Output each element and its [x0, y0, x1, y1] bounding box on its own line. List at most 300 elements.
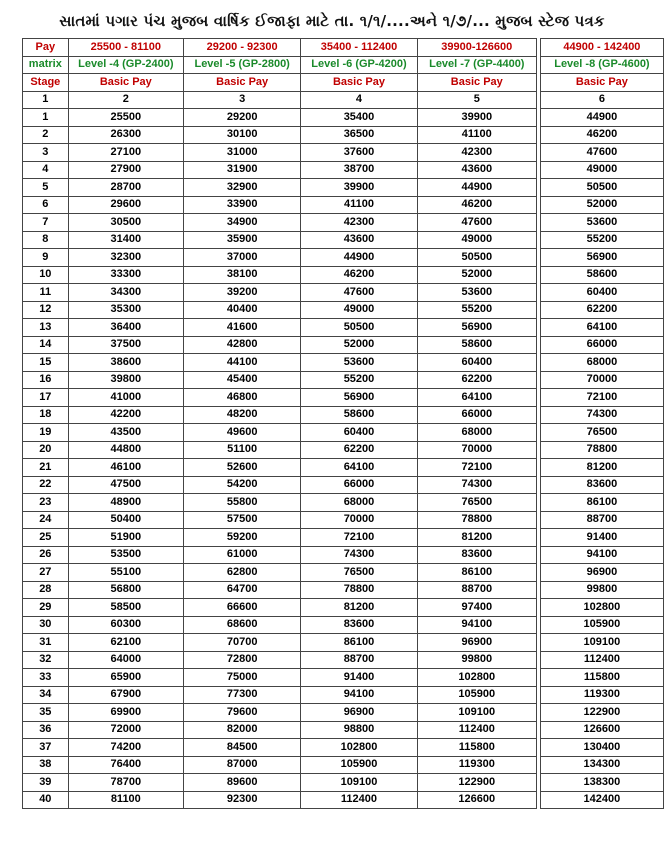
basic-pay-cell: 98800 — [301, 721, 417, 739]
basic-pay-cell: 47500 — [68, 476, 183, 494]
basic-pay-cell: 87000 — [184, 756, 301, 774]
basic-pay-cell: 94100 — [540, 546, 663, 564]
basic-pay-cell: 105900 — [540, 616, 663, 634]
basic-pay-cell: 48900 — [68, 494, 183, 512]
basic-pay-cell: 55800 — [184, 494, 301, 512]
basic-pay-cell: 102800 — [301, 739, 417, 757]
basic-pay-cell: 46200 — [540, 126, 663, 144]
level-cell: Level -8 (GP-4600) — [540, 56, 663, 74]
basic-pay-cell: 39900 — [417, 109, 536, 127]
stage-number-cell: 30 — [23, 616, 69, 634]
table-row — [23, 389, 664, 407]
basic-pay-cell: 38700 — [301, 161, 417, 179]
basic-pay-cell: 61000 — [184, 546, 301, 564]
basic-pay-cell: 97400 — [417, 599, 536, 617]
basic-pay-cell: 55200 — [301, 371, 417, 389]
basic-pay-cell: 49000 — [301, 301, 417, 319]
pay-range-cell: 44900 - 142400 — [540, 39, 663, 57]
stage-number-cell: 27 — [23, 564, 69, 582]
basic-pay-cell: 29200 — [184, 109, 301, 127]
basic-pay-cell: 88700 — [301, 651, 417, 669]
basic-pay-cell: 81200 — [301, 599, 417, 617]
stage-table — [22, 38, 664, 809]
table-row — [23, 214, 664, 232]
table-row — [23, 441, 664, 459]
stage-number-cell: 11 — [23, 284, 69, 302]
matrix-label: matrix — [23, 56, 69, 74]
stage-number-cell: 12 — [23, 301, 69, 319]
stage-number-cell: 23 — [23, 494, 69, 512]
stage-number-cell: 1 — [23, 109, 69, 127]
basic-pay-cell: 35300 — [68, 301, 183, 319]
basic-pay-cell: 99800 — [540, 581, 663, 599]
basic-pay-cell: 26300 — [68, 126, 183, 144]
basic-pay-cell: 91400 — [540, 529, 663, 547]
basic-pay-cell: 50400 — [68, 511, 183, 529]
stage-number-cell: 5 — [23, 179, 69, 197]
basic-pay-cell: 27900 — [68, 161, 183, 179]
basic-pay-cell: 50500 — [540, 179, 663, 197]
basic-pay-cell: 64700 — [184, 581, 301, 599]
basic-pay-cell: 102800 — [540, 599, 663, 617]
basic-pay-cell: 72800 — [184, 651, 301, 669]
pay-range-cell: 39900-126600 — [417, 39, 536, 57]
table-row — [23, 406, 664, 424]
table-row — [23, 791, 664, 809]
basic-pay-cell: 105900 — [417, 686, 536, 704]
basic-pay-cell: 109100 — [540, 634, 663, 652]
basic-pay-cell: 68000 — [417, 424, 536, 442]
table-row — [23, 564, 664, 582]
stage-number-cell: 35 — [23, 704, 69, 722]
stage-number-cell: 40 — [23, 791, 69, 809]
basic-pay-cell: 78800 — [301, 581, 417, 599]
basic-pay-cell: 62200 — [301, 441, 417, 459]
basic-pay-cell: 50500 — [301, 319, 417, 337]
basic-pay-cell: 53500 — [68, 546, 183, 564]
stage-number-cell: 24 — [23, 511, 69, 529]
stage-number-cell: 33 — [23, 669, 69, 687]
basic-pay-cell: 30500 — [68, 214, 183, 232]
table-row — [23, 634, 664, 652]
table-row — [23, 669, 664, 687]
stage-number-cell: 17 — [23, 389, 69, 407]
basic-pay-cell: 31000 — [184, 144, 301, 162]
column-number: 1 — [23, 91, 69, 109]
stage-number-cell: 3 — [23, 144, 69, 162]
basic-pay-cell: 36400 — [68, 319, 183, 337]
table-row — [23, 284, 664, 302]
basic-pay-cell: 102800 — [417, 669, 536, 687]
table-row — [23, 599, 664, 617]
basic-pay-cell: 44100 — [184, 354, 301, 372]
basic-pay-cell: 56900 — [417, 319, 536, 337]
basic-pay-cell: 39900 — [301, 179, 417, 197]
pay-range-row — [23, 39, 664, 57]
basic-pay-cell: 64100 — [540, 319, 663, 337]
level-cell: Level -7 (GP-4400) — [417, 56, 536, 74]
basic-pay-cell: 56900 — [301, 389, 417, 407]
stage-number-cell: 20 — [23, 441, 69, 459]
basic-pay-cell: 60400 — [540, 284, 663, 302]
basic-pay-heading: Basic Pay — [540, 74, 663, 92]
basic-pay-cell: 86100 — [417, 564, 536, 582]
basic-pay-cell: 46200 — [301, 266, 417, 284]
basic-pay-cell: 70000 — [301, 511, 417, 529]
basic-pay-cell: 109100 — [417, 704, 536, 722]
basic-pay-cell: 89600 — [184, 774, 301, 792]
column-number: 5 — [417, 91, 536, 109]
basic-pay-cell: 33900 — [184, 196, 301, 214]
basic-pay-cell: 52000 — [417, 266, 536, 284]
basic-pay-cell: 31900 — [184, 161, 301, 179]
basic-pay-cell: 39200 — [184, 284, 301, 302]
basic-pay-cell: 64100 — [301, 459, 417, 477]
basic-pay-cell: 64100 — [417, 389, 536, 407]
basic-pay-cell: 81100 — [68, 791, 183, 809]
level-cell: Level -6 (GP-4200) — [301, 56, 417, 74]
basic-pay-cell: 62100 — [68, 634, 183, 652]
basic-pay-cell: 126600 — [417, 791, 536, 809]
basic-pay-cell: 115800 — [540, 669, 663, 687]
basic-pay-cell: 99800 — [417, 651, 536, 669]
basic-pay-cell: 52600 — [184, 459, 301, 477]
pay-range-cell: 25500 - 81100 — [68, 39, 183, 57]
stage-number-cell: 39 — [23, 774, 69, 792]
basic-pay-cell: 86100 — [540, 494, 663, 512]
basic-pay-cell: 47600 — [540, 144, 663, 162]
stage-number-cell: 28 — [23, 581, 69, 599]
basic-pay-cell: 32900 — [184, 179, 301, 197]
level-cell: Level -5 (GP-2800) — [184, 56, 301, 74]
table-row — [23, 774, 664, 792]
basic-pay-cell: 53600 — [417, 284, 536, 302]
table-row — [23, 126, 664, 144]
table-row — [23, 546, 664, 564]
basic-pay-cell: 29600 — [68, 196, 183, 214]
table-row — [23, 581, 664, 599]
basic-pay-cell: 59200 — [184, 529, 301, 547]
table-row — [23, 739, 664, 757]
basic-pay-cell: 49000 — [417, 231, 536, 249]
basic-pay-cell: 96900 — [417, 634, 536, 652]
basic-pay-cell: 62200 — [417, 371, 536, 389]
basic-pay-cell: 66000 — [417, 406, 536, 424]
stage-number-cell: 37 — [23, 739, 69, 757]
column-number: 6 — [540, 91, 663, 109]
basic-pay-cell: 52000 — [301, 336, 417, 354]
basic-pay-cell: 66000 — [540, 336, 663, 354]
stage-number-cell: 25 — [23, 529, 69, 547]
basic-pay-cell: 35400 — [301, 109, 417, 127]
basic-pay-cell: 47600 — [417, 214, 536, 232]
basic-pay-cell: 35900 — [184, 231, 301, 249]
basic-pay-cell: 41000 — [68, 389, 183, 407]
basic-pay-cell: 74200 — [68, 739, 183, 757]
basic-pay-cell: 134300 — [540, 756, 663, 774]
basic-pay-cell: 72100 — [417, 459, 536, 477]
basic-pay-cell: 58600 — [417, 336, 536, 354]
basic-pay-cell: 44900 — [417, 179, 536, 197]
basic-pay-cell: 52000 — [540, 196, 663, 214]
basic-pay-cell: 74300 — [540, 406, 663, 424]
basic-pay-cell: 75000 — [184, 669, 301, 687]
basic-pay-cell: 50500 — [417, 249, 536, 267]
column-number: 4 — [301, 91, 417, 109]
basic-pay-heading: Basic Pay — [301, 74, 417, 92]
basic-pay-cell: 72100 — [540, 389, 663, 407]
basic-pay-cell: 122900 — [540, 704, 663, 722]
stage-number-cell: 8 — [23, 231, 69, 249]
table-row — [23, 231, 664, 249]
stage-number-cell: 16 — [23, 371, 69, 389]
basic-pay-cell: 58500 — [68, 599, 183, 617]
basic-pay-cell: 43600 — [417, 161, 536, 179]
basic-pay-cell: 64000 — [68, 651, 183, 669]
column-number-row — [23, 91, 664, 109]
basic-pay-cell: 37500 — [68, 336, 183, 354]
stage-number-cell: 26 — [23, 546, 69, 564]
basic-pay-cell: 62200 — [540, 301, 663, 319]
basic-pay-cell: 76500 — [540, 424, 663, 442]
basic-pay-cell: 112400 — [540, 651, 663, 669]
table-row — [23, 494, 664, 512]
basic-pay-cell: 37000 — [184, 249, 301, 267]
table-row — [23, 249, 664, 267]
basic-pay-cell: 48200 — [184, 406, 301, 424]
table-row — [23, 161, 664, 179]
basic-pay-cell: 94100 — [301, 686, 417, 704]
basic-pay-cell: 41100 — [301, 196, 417, 214]
basic-pay-cell: 83600 — [301, 616, 417, 634]
basic-pay-cell: 78700 — [68, 774, 183, 792]
pay-label: Pay — [23, 39, 69, 57]
stage-number-cell: 21 — [23, 459, 69, 477]
basic-pay-cell: 41100 — [417, 126, 536, 144]
level-cell: Level -4 (GP-2400) — [68, 56, 183, 74]
basic-pay-cell: 88700 — [540, 511, 663, 529]
basic-pay-cell: 34900 — [184, 214, 301, 232]
basic-pay-cell: 45400 — [184, 371, 301, 389]
stage-number-cell: 18 — [23, 406, 69, 424]
basic-pay-cell: 56800 — [68, 581, 183, 599]
basic-pay-cell: 86100 — [301, 634, 417, 652]
basic-pay-cell: 41600 — [184, 319, 301, 337]
basic-pay-heading: Basic Pay — [184, 74, 301, 92]
table-row — [23, 371, 664, 389]
basic-pay-cell: 57500 — [184, 511, 301, 529]
basic-pay-cell: 60400 — [301, 424, 417, 442]
table-row — [23, 144, 664, 162]
basic-pay-cell: 67900 — [68, 686, 183, 704]
basic-pay-cell: 44900 — [540, 109, 663, 127]
basic-pay-cell: 46100 — [68, 459, 183, 477]
basic-pay-cell: 76500 — [301, 564, 417, 582]
basic-pay-cell: 70000 — [417, 441, 536, 459]
basic-pay-cell: 70000 — [540, 371, 663, 389]
stage-number-cell: 14 — [23, 336, 69, 354]
basic-pay-cell: 66600 — [184, 599, 301, 617]
stage-number-cell: 36 — [23, 721, 69, 739]
basic-pay-cell: 42300 — [417, 144, 536, 162]
basic-pay-cell: 112400 — [301, 791, 417, 809]
table-row — [23, 511, 664, 529]
table-row — [23, 319, 664, 337]
basic-pay-cell: 119300 — [417, 756, 536, 774]
basic-pay-heading: Basic Pay — [417, 74, 536, 92]
basic-pay-cell: 39800 — [68, 371, 183, 389]
basic-pay-cell: 42800 — [184, 336, 301, 354]
table-row — [23, 354, 664, 372]
pay-range-cell: 29200 - 92300 — [184, 39, 301, 57]
basic-pay-cell: 51900 — [68, 529, 183, 547]
basic-pay-cell: 81200 — [417, 529, 536, 547]
stage-number-cell: 31 — [23, 634, 69, 652]
stage-number-cell: 6 — [23, 196, 69, 214]
stage-number-cell: 38 — [23, 756, 69, 774]
stage-number-cell: 4 — [23, 161, 69, 179]
basic-pay-cell: 78800 — [540, 441, 663, 459]
basic-pay-cell: 70700 — [184, 634, 301, 652]
basic-pay-cell: 60400 — [417, 354, 536, 372]
table-row — [23, 109, 664, 127]
basic-pay-cell: 60300 — [68, 616, 183, 634]
table-row — [23, 756, 664, 774]
basic-pay-cell: 74300 — [301, 546, 417, 564]
basic-pay-cell: 96900 — [301, 704, 417, 722]
basic-pay-cell: 43600 — [301, 231, 417, 249]
stage-number-cell: 22 — [23, 476, 69, 494]
basic-pay-cell: 76400 — [68, 756, 183, 774]
basic-pay-cell: 31400 — [68, 231, 183, 249]
table-row — [23, 686, 664, 704]
basic-pay-cell: 55200 — [540, 231, 663, 249]
basic-pay-cell: 68600 — [184, 616, 301, 634]
basic-pay-cell: 109100 — [301, 774, 417, 792]
matrix-row — [23, 56, 664, 74]
basic-pay-cell: 42300 — [301, 214, 417, 232]
table-row — [23, 196, 664, 214]
table-row — [23, 704, 664, 722]
basic-pay-cell: 30100 — [184, 126, 301, 144]
basic-pay-cell: 130400 — [540, 739, 663, 757]
basic-pay-cell: 49000 — [540, 161, 663, 179]
column-number: 2 — [68, 91, 183, 109]
stage-number-cell: 10 — [23, 266, 69, 284]
pay-range-cell: 35400 - 112400 — [301, 39, 417, 57]
table-row — [23, 651, 664, 669]
table-row — [23, 179, 664, 197]
table-row — [23, 616, 664, 634]
column-number: 3 — [184, 91, 301, 109]
basic-pay-cell: 68000 — [301, 494, 417, 512]
basic-pay-cell: 27100 — [68, 144, 183, 162]
basic-pay-cell: 51100 — [184, 441, 301, 459]
stage-number-cell: 19 — [23, 424, 69, 442]
stage-number-cell: 9 — [23, 249, 69, 267]
basic-pay-cell: 58600 — [540, 266, 663, 284]
stage-number-cell: 29 — [23, 599, 69, 617]
basic-pay-cell: 78800 — [417, 511, 536, 529]
basic-pay-cell: 138300 — [540, 774, 663, 792]
basic-pay-cell: 76500 — [417, 494, 536, 512]
basic-pay-cell: 54200 — [184, 476, 301, 494]
basic-pay-cell: 69900 — [68, 704, 183, 722]
basic-pay-cell: 49600 — [184, 424, 301, 442]
basic-pay-cell: 36500 — [301, 126, 417, 144]
basic-pay-cell: 122900 — [417, 774, 536, 792]
basic-pay-cell: 37600 — [301, 144, 417, 162]
basic-pay-cell: 44800 — [68, 441, 183, 459]
basic-pay-cell: 84500 — [184, 739, 301, 757]
stage-label: Stage — [23, 74, 69, 92]
basic-pay-cell: 77300 — [184, 686, 301, 704]
basic-pay-cell: 42200 — [68, 406, 183, 424]
basic-pay-cell: 96900 — [540, 564, 663, 582]
table-row — [23, 459, 664, 477]
table-row — [23, 336, 664, 354]
basic-pay-cell: 25500 — [68, 109, 183, 127]
basic-pay-cell: 81200 — [540, 459, 663, 477]
basic-pay-cell: 92300 — [184, 791, 301, 809]
basic-pay-cell: 56900 — [540, 249, 663, 267]
table-row — [23, 476, 664, 494]
stage-number-cell: 15 — [23, 354, 69, 372]
basic-pay-cell: 53600 — [301, 354, 417, 372]
basic-pay-heading: Basic Pay — [68, 74, 183, 92]
page-title: સાતમાં પગાર પંચ મુજબ વાર્ષિક ઈજાફા માટે તા. ૧/૧/....અને ૧/૭/... મુજબ સ્ટેજ પત્રક — [59, 12, 605, 30]
basic-pay-cell: 46800 — [184, 389, 301, 407]
basic-pay-cell: 82000 — [184, 721, 301, 739]
basic-pay-cell: 55200 — [417, 301, 536, 319]
basic-pay-cell: 58600 — [301, 406, 417, 424]
table-row — [23, 424, 664, 442]
basic-pay-cell: 83600 — [540, 476, 663, 494]
basic-pay-cell: 34300 — [68, 284, 183, 302]
basic-pay-cell: 74300 — [417, 476, 536, 494]
basic-pay-cell: 79600 — [184, 704, 301, 722]
stage-number-cell: 7 — [23, 214, 69, 232]
basic-pay-cell: 83600 — [417, 546, 536, 564]
table-row — [23, 721, 664, 739]
basic-pay-cell: 91400 — [301, 669, 417, 687]
stage-number-cell: 32 — [23, 651, 69, 669]
basic-pay-cell: 119300 — [540, 686, 663, 704]
basic-pay-cell: 53600 — [540, 214, 663, 232]
basic-pay-cell: 32300 — [68, 249, 183, 267]
basic-pay-cell: 66000 — [301, 476, 417, 494]
stage-number-cell: 2 — [23, 126, 69, 144]
basic-pay-cell: 46200 — [417, 196, 536, 214]
table-row — [23, 529, 664, 547]
basic-pay-cell: 68000 — [540, 354, 663, 372]
basic-pay-cell: 112400 — [417, 721, 536, 739]
basic-pay-cell: 38600 — [68, 354, 183, 372]
basic-pay-cell: 88700 — [417, 581, 536, 599]
basic-pay-cell: 65900 — [68, 669, 183, 687]
heading-row — [23, 74, 664, 92]
basic-pay-cell: 55100 — [68, 564, 183, 582]
basic-pay-cell: 105900 — [301, 756, 417, 774]
basic-pay-cell: 62800 — [184, 564, 301, 582]
stage-number-cell: 34 — [23, 686, 69, 704]
basic-pay-cell: 142400 — [540, 791, 663, 809]
basic-pay-cell: 126600 — [540, 721, 663, 739]
basic-pay-cell: 28700 — [68, 179, 183, 197]
basic-pay-cell: 47600 — [301, 284, 417, 302]
basic-pay-cell: 72000 — [68, 721, 183, 739]
basic-pay-cell: 40400 — [184, 301, 301, 319]
